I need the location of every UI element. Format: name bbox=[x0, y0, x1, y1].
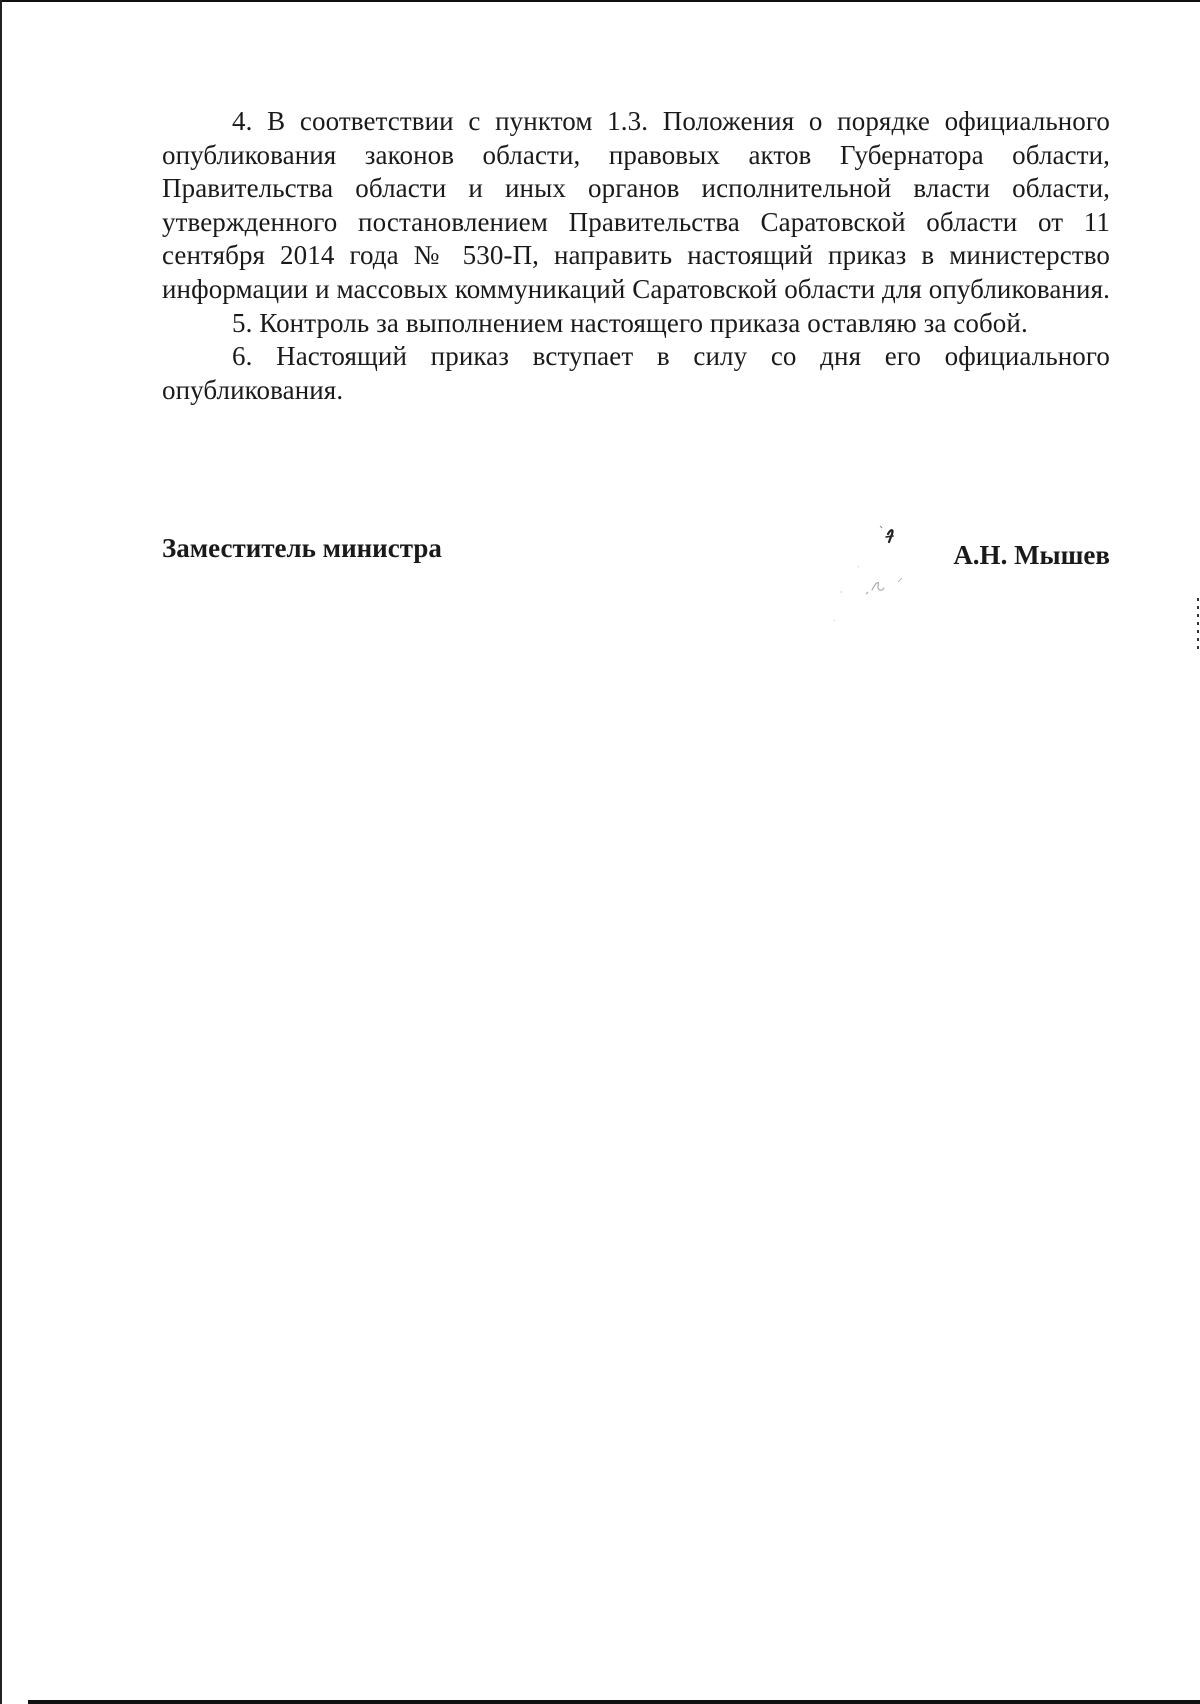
handwritten-signature-icon bbox=[820, 520, 920, 630]
paragraph-item-6: 6. Настоящий приказ вступает в силу со дня его официального опубликования. bbox=[162, 341, 1110, 405]
scan-edge-top bbox=[0, 0, 1200, 2]
paragraph-item-4: 4. В соответствии с пунктом 1.3. Положения о порядке официального опубликования законов области, правовых актов Губернатора области, Правительства области и иных органов исполнительной власти области, утвержденного постановлением Правительства Саратовской области от 11 сентября 2014 года № 530-П, направить настоящий приказ в министерство информации и массовых коммуникаций Саратовской области для опубликования. bbox=[162, 106, 1110, 304]
scan-edge-bottom bbox=[28, 1700, 1200, 1704]
signature-block bbox=[162, 533, 1110, 573]
signer-name: А.Н. Мышев bbox=[953, 540, 1110, 570]
paragraph-item-5: 5. Контроль за выполнением настоящего приказа оставляю за собой. bbox=[232, 307, 1028, 338]
document-body bbox=[162, 105, 1110, 407]
scan-edge-left bbox=[0, 0, 2, 1704]
scan-edge-right-marks bbox=[1197, 598, 1199, 654]
signer-position-title: Заместитель министра bbox=[162, 533, 442, 563]
